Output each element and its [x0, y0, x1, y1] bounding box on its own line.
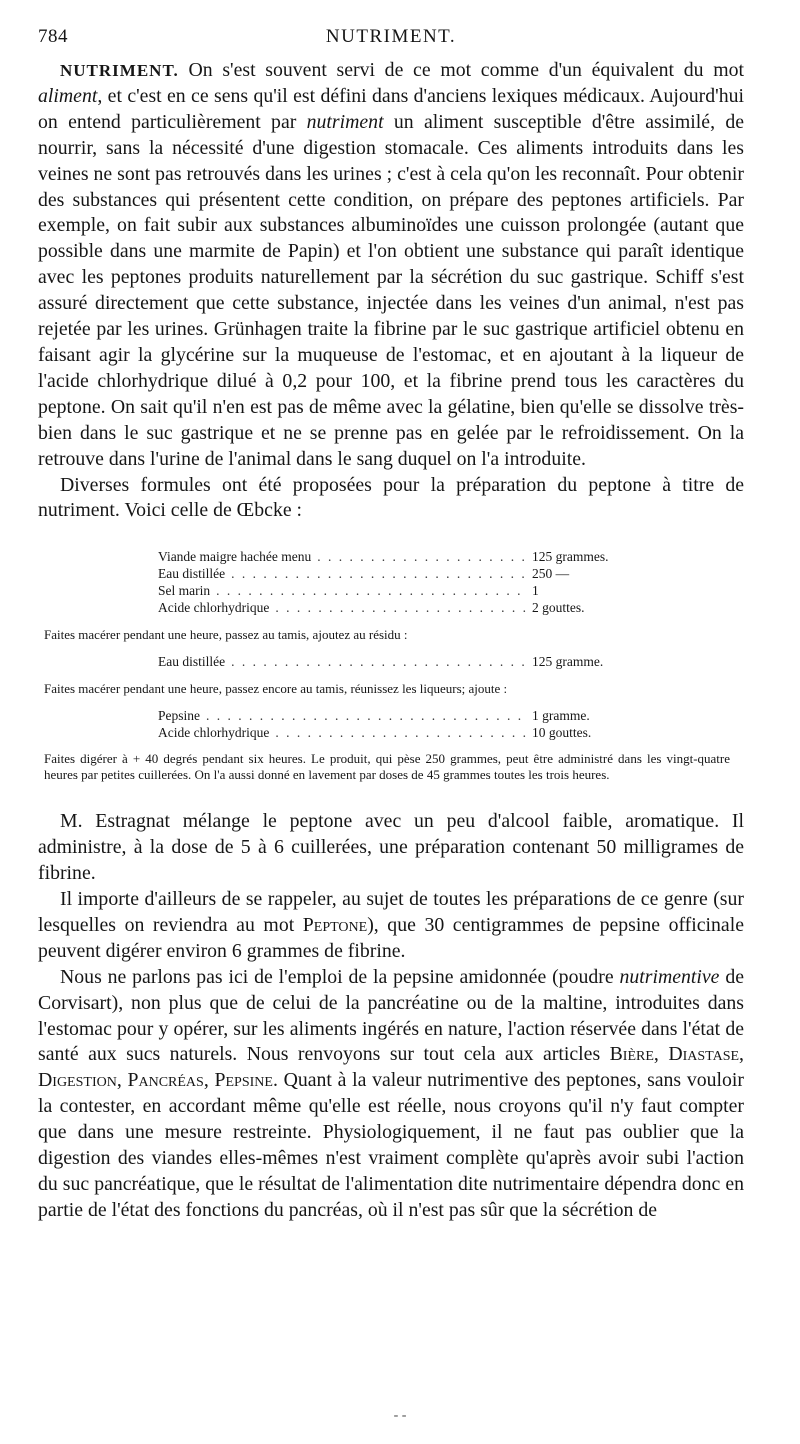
article-headword: NUTRIMENT. [60, 61, 179, 80]
paragraph-pepsine-note: Il importe d'ailleurs de se rappeler, au sujet de toutes les préparations de ce genre (sur lesquelles on reviendra au mot Peptone), que 30 centigrammes de pepsine officinale peuvent digérer environ 6 grammes de fibrine. [38, 888, 744, 962]
ingredient-row: Eau distillée . . . 250 — [158, 565, 628, 582]
p1-text-c: un aliment susceptible d'être assimilé, de nourrir, sans la nécessité d'une digestion stomacale. Ces aliments introduits dans les veines ne sont pas retrouvés dans les urines ; c'est à cela qu'on les reconnaît. Pour obtenir des substances qui présentent cette condition, on prépare des peptones artificiels. Par exemple, on fait subir aux substances albuminoïdes une cuisson prolongée (autant que possible dans une marmite de Papin) et l'on obtient une substance qui paraît identique avec les peptones produits naturellement par la sécrétion du suc gastrique. Schiff s'est assuré directement que cette substance, injectée dans les veines d'un animal, n'est pas rejetée par les urines. Grünhagen traite la fibrine par le suc gastrique artificiel obtenu en faisant agir la glycérine sur la muqueuse de l'estomac, et en ajoutant à la liqueur de l'acide chlorhydrique dilué à 0,2 pour 100, et la fibrine prend tous les caractères du peptone. On sait qu'il n'en est pas de même avec la gélatine, bien qu'elle se dissolve très-bien dans le suc gastrique et ne se prenne pas en gelée par le refroidissement. On la retrouve dans l'urine de l'animal dans le sang duquel on l'a introduite. [38, 110, 744, 470]
cross-reference-articles: Bière, Diastase, Digestion, Pancréas, Pepsine [38, 1043, 744, 1092]
p1-text-a: On s'est souvent servi de ce mot comme d'un équivalent du mot [178, 59, 744, 81]
page-header [38, 26, 744, 58]
recipe-block [38, 548, 744, 783]
recipe-final-note: Faites digérer à + 40 degrés pendant six heures. Le produit, qui pèse 250 grammes, peut être administré dans les vingt-quatre heures par petites cuillerées. On l'a aussi donné en lavement par doses de 45 grammes toutes les trois heures. [44, 751, 730, 783]
recipe-ingredients-middle [158, 653, 628, 670]
ingredient-row: Sel marin . . . 1 [158, 582, 628, 599]
recipe-instruction-2: Faites macérer pendant une heure, passez encore au tamis, réunissez les liqueurs; ajoute : [44, 681, 508, 697]
p1-italic-nutriment: nutriment [306, 110, 384, 133]
ingredient-row: Acide chlorhydrique . . . 2 gouttes. [158, 599, 628, 616]
running-title: NUTRIMENT. [325, 26, 457, 47]
ingredient-row: Eau distillée . . . 125 gramme. [158, 653, 628, 670]
page-number: 784 [38, 26, 68, 47]
paragraph-pepsine-amidonnee: Nous ne parlons pas ici de l'emploi de la pepsine amidonnée (poudre nutrimentive de Corvisart), non plus que de celui de la pancréatine ou de la maltine, introduites dans l'estomac pour y opérer, sur les aliments ingérés en nature, l'action réservée dans l'état de santé aux sucs naturels. Nous renvoyons sur tout cela aux articles Bière, Diastase, Digestion, Pancréas, Pepsine. Quant à la valeur nutrimentive des peptones, sans vouloir la contester, en accordant même qu'elle est réelle, nous croyons qu'il n'y faut compter que dans une mesure restreinte. Physiologiquement, il ne faut pas oublier que la digestion des viandes elles-mêmes n'est vraiment complète qu'après avoir subi l'action du suc pancréatique, que le résultat de l'alimentation dite nutrimentaire dépendra donc en partie de l'état des fonctions du pancréas, où il n'est pas sûr que la sécrétion de [38, 965, 744, 1221]
ingredient-row: Acide chlorhydrique . . . 10 gouttes. [158, 724, 628, 741]
paragraph-nutriment-definition [38, 58, 744, 473]
p1-italic-aliment: aliment [38, 84, 98, 107]
cross-reference-peptone: Peptone [302, 913, 368, 936]
recipe-instruction-1: Faites macérer pendant une heure, passez au tamis, ajoutez au résidu : [44, 627, 408, 643]
italic-nutrimentive: nutrimentive [619, 965, 720, 988]
p1-text-b: , et c'est en ce sens qu'il est défini dans d'anciens lexiques médicaux. Aujourd'hui on entend particulièrement par [38, 84, 744, 133]
paragraph-formulas-intro: Diverses formules ont été proposées pour la préparation du peptone à titre de nutriment. Voici celle de Œbcke : [38, 473, 744, 522]
paragraph-estragnat: M. Estragnat mélange le peptone avec un peu d'alcool faible, aromatique. Il administre, à la dose de 5 à 6 cuillerées, une préparation contenant 50 milligrames de fibrine. [38, 810, 744, 885]
body-continuation [38, 809, 744, 1224]
book-page [38, 26, 744, 1224]
ingredient-row: Viande maigre hachée menu . . . 125 grammes. [158, 548, 628, 565]
recipe-ingredients-2 [158, 707, 628, 741]
ingredient-row: Pepsine . . . 1 gramme. [158, 707, 628, 724]
recipe-ingredients-1 [158, 548, 628, 616]
footer-marks: - - [393, 1408, 407, 1423]
